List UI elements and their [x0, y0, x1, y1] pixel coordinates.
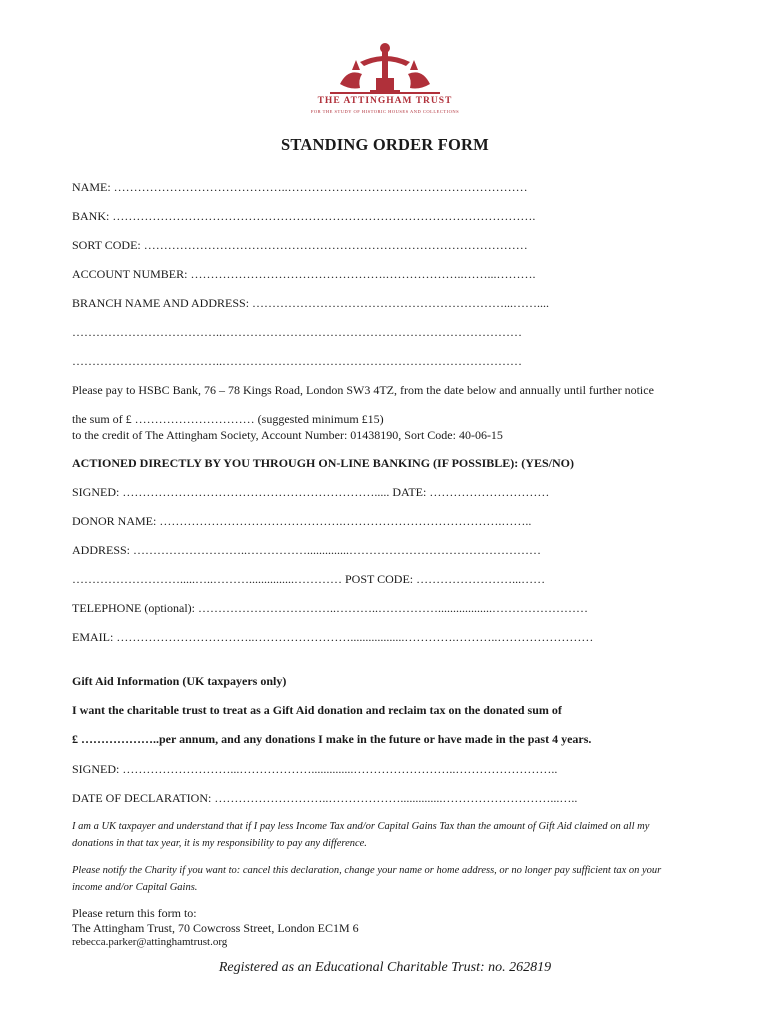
taxpayer-note: I am a UK taxpayer and understand that if I pay less Income Tax and/or Capital Gains Tax than the amount of Gift Aid claimed on all my donations in that tax year, it is my responsibility to pay any difference. — [72, 821, 650, 849]
branch-address-field[interactable]: BRANCH NAME AND ADDRESS: ………………………………………………………...…….... — [72, 296, 550, 310]
sum-field[interactable]: the sum of £ ………………………… (suggested minimum £15) — [72, 412, 384, 426]
telephone-field[interactable]: TELEPHONE (optional): ……………………………..………..……………..................…………………… — [72, 601, 588, 615]
email-field[interactable]: EMAIL: ……………………………..……………………..................………….………..…………………… — [72, 630, 594, 644]
return-address: The Attingham Trust, 70 Cowcross Street, London EC1M 6 — [72, 921, 359, 935]
logo-subtitle: FOR THE STUDY OF HISTORIC HOUSES AND COLLECTIONS — [310, 109, 460, 114]
online-banking-option[interactable]: ACTIONED DIRECTLY BY YOU THROUGH ON-LINE BANKING (IF POSSIBLE): (YES/NO) — [72, 456, 574, 470]
address-postcode-field[interactable]: ……………………….....…..………...............………… POST CODE: ……………………...…… — [72, 572, 546, 586]
return-label: Please return this form to: — [72, 906, 197, 920]
donor-name-field[interactable]: DONOR NAME: ……………………………………….………………………………….…….. — [72, 514, 532, 528]
declaration-date-field[interactable]: DATE OF DECLARATION: ………………………..………………..............………………………...….. — [72, 791, 578, 805]
return-email: rebecca.parker@attinghamtrust.org — [72, 936, 228, 948]
branch-address-line-3[interactable]: ………………………………..………………………………………………………………… — [72, 354, 522, 368]
logo-title: THE ATTINGHAM TRUST — [317, 96, 453, 106]
form-title: STANDING ORDER FORM — [281, 135, 489, 154]
gift-aid-heading: Gift Aid Information (UK taxpayers only) — [72, 674, 287, 688]
gift-aid-signed-field[interactable]: SIGNED: ………………………...………………..............……………………..…………………….. — [72, 762, 558, 776]
credit-text: to the credit of The Attingham Society, Account Number: 01438190, Sort Code: 40-06-15 — [72, 428, 503, 442]
signed-date-field[interactable]: SIGNED: ………………………………………………………..... DATE: ………………………… — [72, 485, 550, 499]
logo-emblem-icon — [300, 40, 470, 96]
gift-aid-statement: I want the charitable trust to treat as a Gift Aid donation and reclaim tax on the donated sum of — [72, 703, 562, 717]
address-field[interactable]: ADDRESS: ………………………..……………..............………………………………………… — [72, 543, 542, 557]
notify-note: Please notify the Charity if you want to: cancel this declaration, change your name or home address, or no longer pay sufficient tax on your income and/or Capital Gains. — [72, 865, 662, 893]
branch-address-line-2[interactable]: ………………………………..………………………………………………………………… — [72, 325, 522, 339]
name-field[interactable]: NAME: ……………………………………..…………………………………………………… — [72, 180, 528, 194]
attingham-logo — [300, 40, 470, 120]
footer-registration: Registered as an Educational Charitable Trust: no. 262819 — [218, 960, 552, 975]
pay-to-text: Please pay to HSBC Bank, 76 – 78 Kings Road, London SW3 4TZ, from the date below and annually until further notice — [72, 383, 654, 397]
gift-aid-per-annum-field[interactable]: £ ………………..per annum, and any donations I make in the future or have made in the past 4 years. — [72, 732, 592, 746]
sort-code-field[interactable]: SORT CODE: …………………………………………………………………………………… — [72, 238, 528, 252]
bank-field[interactable]: BANK: ……………………………………………………………………………………………. — [72, 209, 536, 223]
account-number-field[interactable]: ACCOUNT NUMBER: ………………………………………….………………..……...………. — [72, 267, 536, 281]
